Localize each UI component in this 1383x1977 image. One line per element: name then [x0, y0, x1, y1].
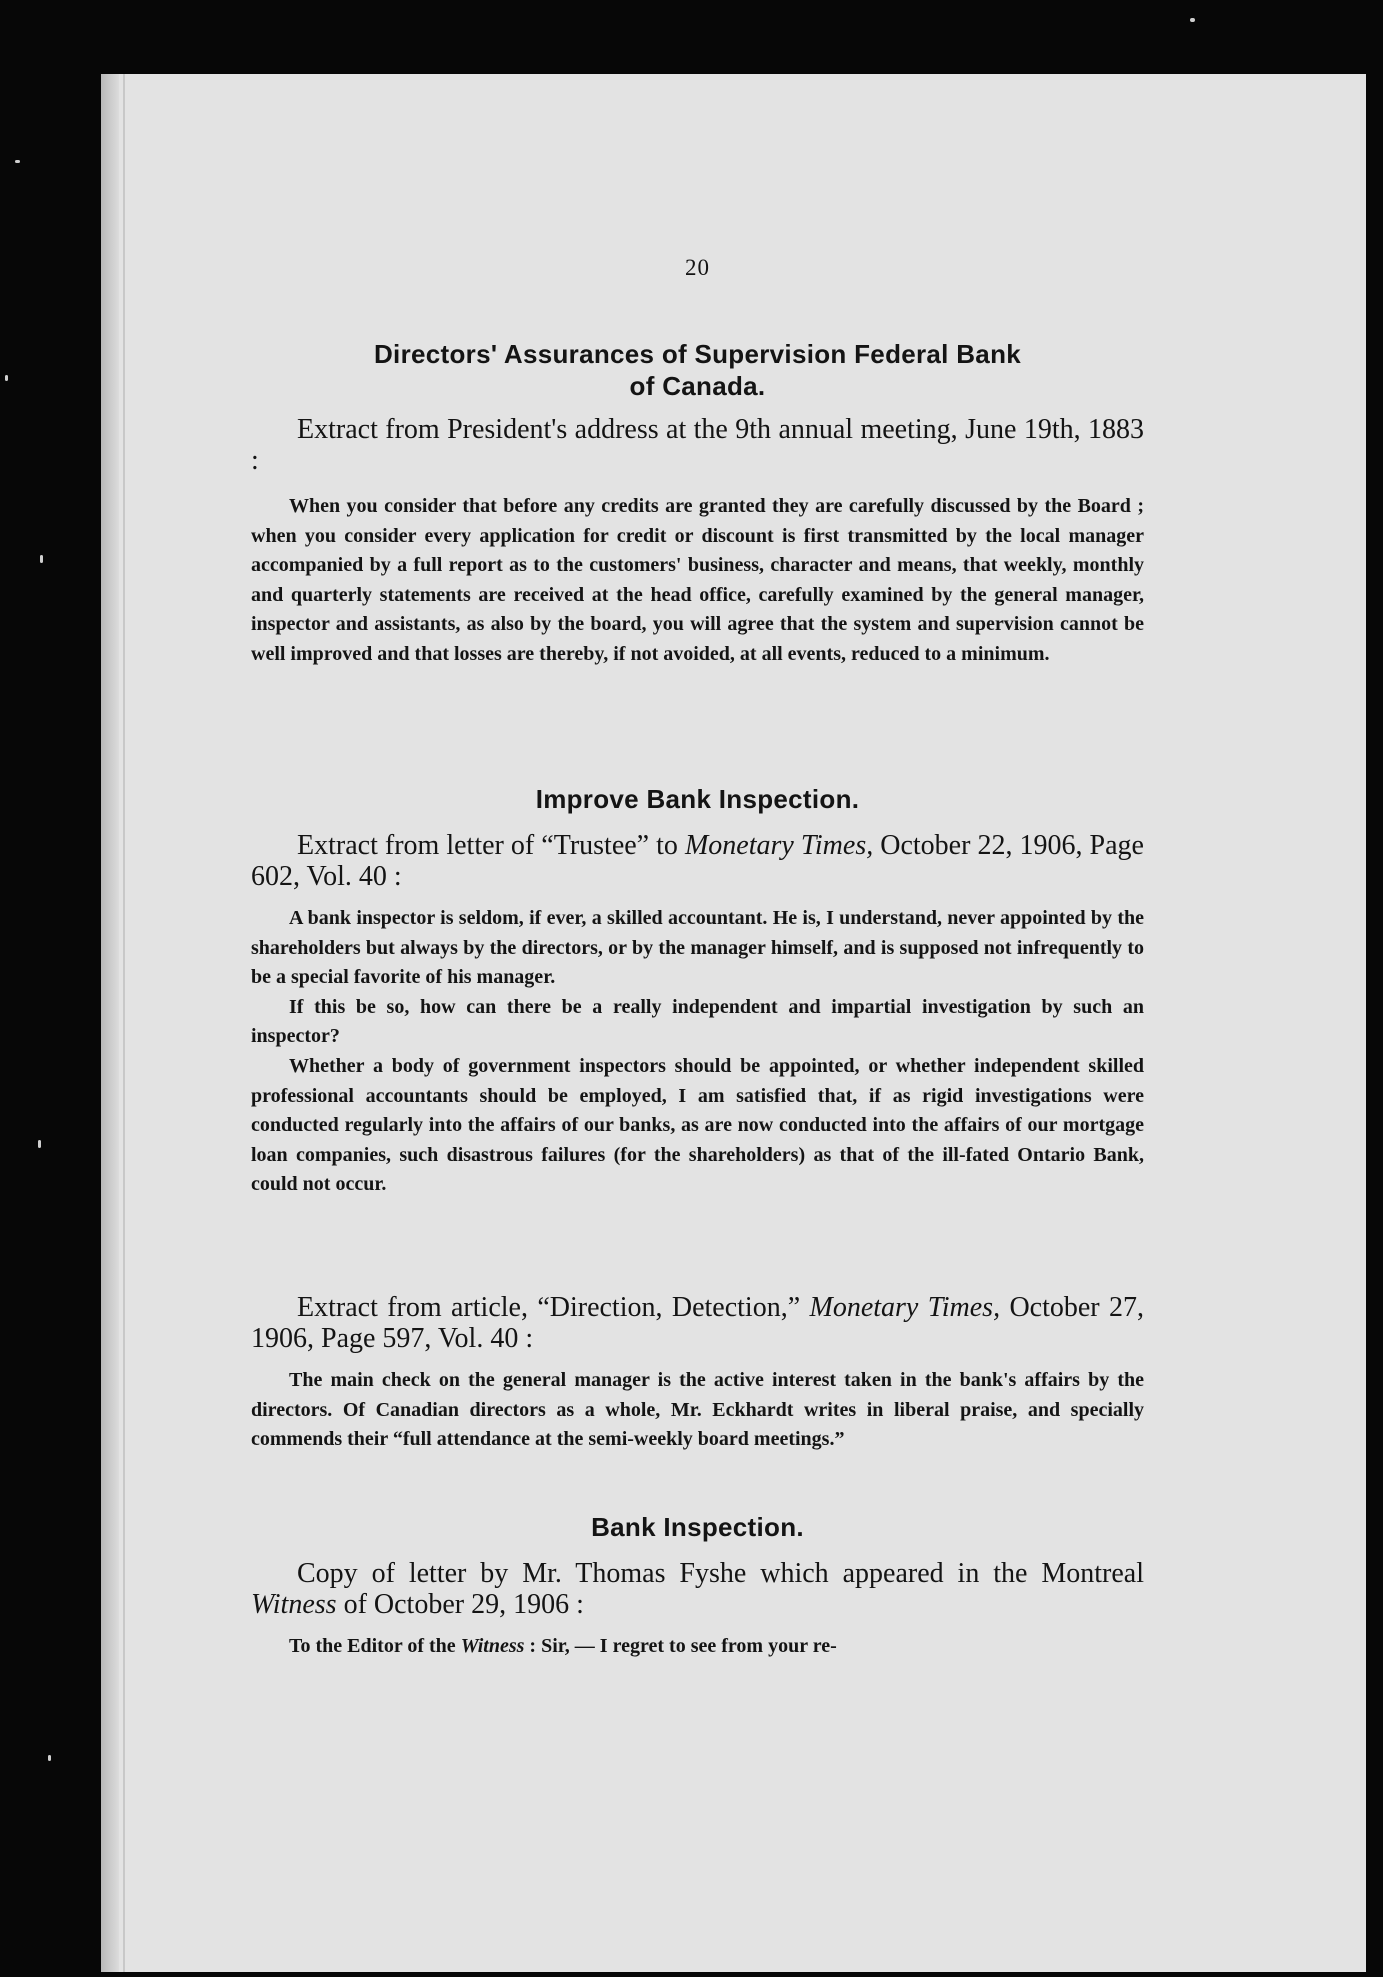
scan-border-left: [0, 0, 100, 1977]
section-heading: Bank Inspection.: [591, 1512, 804, 1542]
section-3-intro-block: [251, 1292, 1144, 1354]
intro-text: Extract from letter of “Trustee” to: [297, 830, 685, 861]
publication-title: Monetary Times,: [684, 830, 874, 861]
heading-line: Directors' Assurances of Supervision Federal Bank: [373, 339, 1022, 369]
page-inner-rule: [123, 74, 125, 1972]
section-1-body: [251, 492, 1144, 670]
intro-text: of October 29, 1906 :: [336, 1589, 584, 1620]
scan-speck: [48, 1755, 51, 1761]
section-intro: [251, 1558, 1144, 1620]
section-intro: Extract from President's address at the 9th annual meeting, June 19th, 1883 :: [251, 414, 1144, 476]
heading-line: of Canada.: [629, 371, 766, 401]
publication-title: Witness: [460, 1635, 525, 1657]
body-paragraph: A bank inspector is seldom, if ever, a skilled accountant. He is, I understand, never appointed by the shareholders but always by the directors, or by the manager himself, and is supposed not infrequently to be a special favorite of his manager.: [251, 907, 1144, 989]
publication-title: Witness: [251, 1589, 337, 1620]
page-number: 20: [685, 255, 710, 280]
intro-text: Copy of letter by Mr. Thomas Fyshe which appeared in the Montreal: [297, 1558, 1144, 1589]
section-improve-bank-inspection: [251, 784, 1144, 815]
body-text: To the Editor of the: [289, 1635, 461, 1657]
page-gutter-shadow: [101, 74, 119, 1972]
body-paragraph: The main check on the general manager is the active interest taken in the bank's affairs by the directors. Of Canadian directors as a whole, Mr. Eckhardt writes in liberal praise, and specially commends their “full attendance at the semi-weekly board meetings.”: [251, 1369, 1144, 1451]
intro-text: October 22, 1906, Page 602, Vol. 40 :: [251, 830, 1144, 892]
section-intro: [251, 830, 1144, 892]
intro-text: Extract from article, “Direction, Detection,”: [297, 1292, 810, 1323]
section-3-body: [251, 1366, 1144, 1455]
body-paragraph: [251, 1632, 1144, 1662]
section-intro: [251, 1292, 1144, 1354]
scan-speck: [38, 1140, 41, 1148]
section-heading: [251, 338, 1144, 402]
section-heading: Improve Bank Inspection.: [535, 784, 860, 814]
scan-speck: [5, 375, 8, 381]
scan-speck: [40, 555, 43, 563]
scan-speck: [15, 160, 20, 163]
section-4-intro-block: [251, 1558, 1144, 1620]
intro-text: October 27, 1906, Page 597, Vol. 40 :: [251, 1292, 1144, 1354]
scan-speck: [1190, 18, 1195, 22]
section-4-body: [251, 1632, 1144, 1662]
section-2-intro-block: [251, 830, 1144, 892]
body-paragraph: When you consider that before any credits are granted they are carefully discussed by the Board ; when you consider every application for credit or discount is first transmitted by the local manager accompanied by a full report as to the customers' business, character and means, that weekly, monthly and quarterly statements are received at the head office, carefully examined by the general manager, inspector and assistants, as also by the board, you will agree that the system and supervision cannot be well improved and that losses are thereby, if not avoided, at all events, reduced to a minimum.: [251, 495, 1144, 665]
body-paragraph: Whether a body of government inspectors should be appointed, or whether independent skilled professional accountants should be employed, I am satisfied that, if as rigid investigations were conducted regularly into the affairs of our banks, as are now conducted into the affairs of our mortgage loan companies, such disastrous failures (for the shareholders) as that of the ill-fated Ontario Bank, could not occur.: [251, 1054, 1144, 1196]
section-directors-assurances: [251, 338, 1144, 402]
body-paragraph: If this be so, how can there be a really independent and impartial investigation by such an inspector?: [251, 995, 1144, 1048]
body-text: : Sir, — I regret to see from your re-: [524, 1635, 837, 1657]
section-bank-inspection: [251, 1512, 1144, 1543]
section-1-intro-block: [251, 414, 1144, 476]
section-2-body: [251, 904, 1144, 1200]
publication-title: Monetary Times,: [809, 1292, 1001, 1323]
